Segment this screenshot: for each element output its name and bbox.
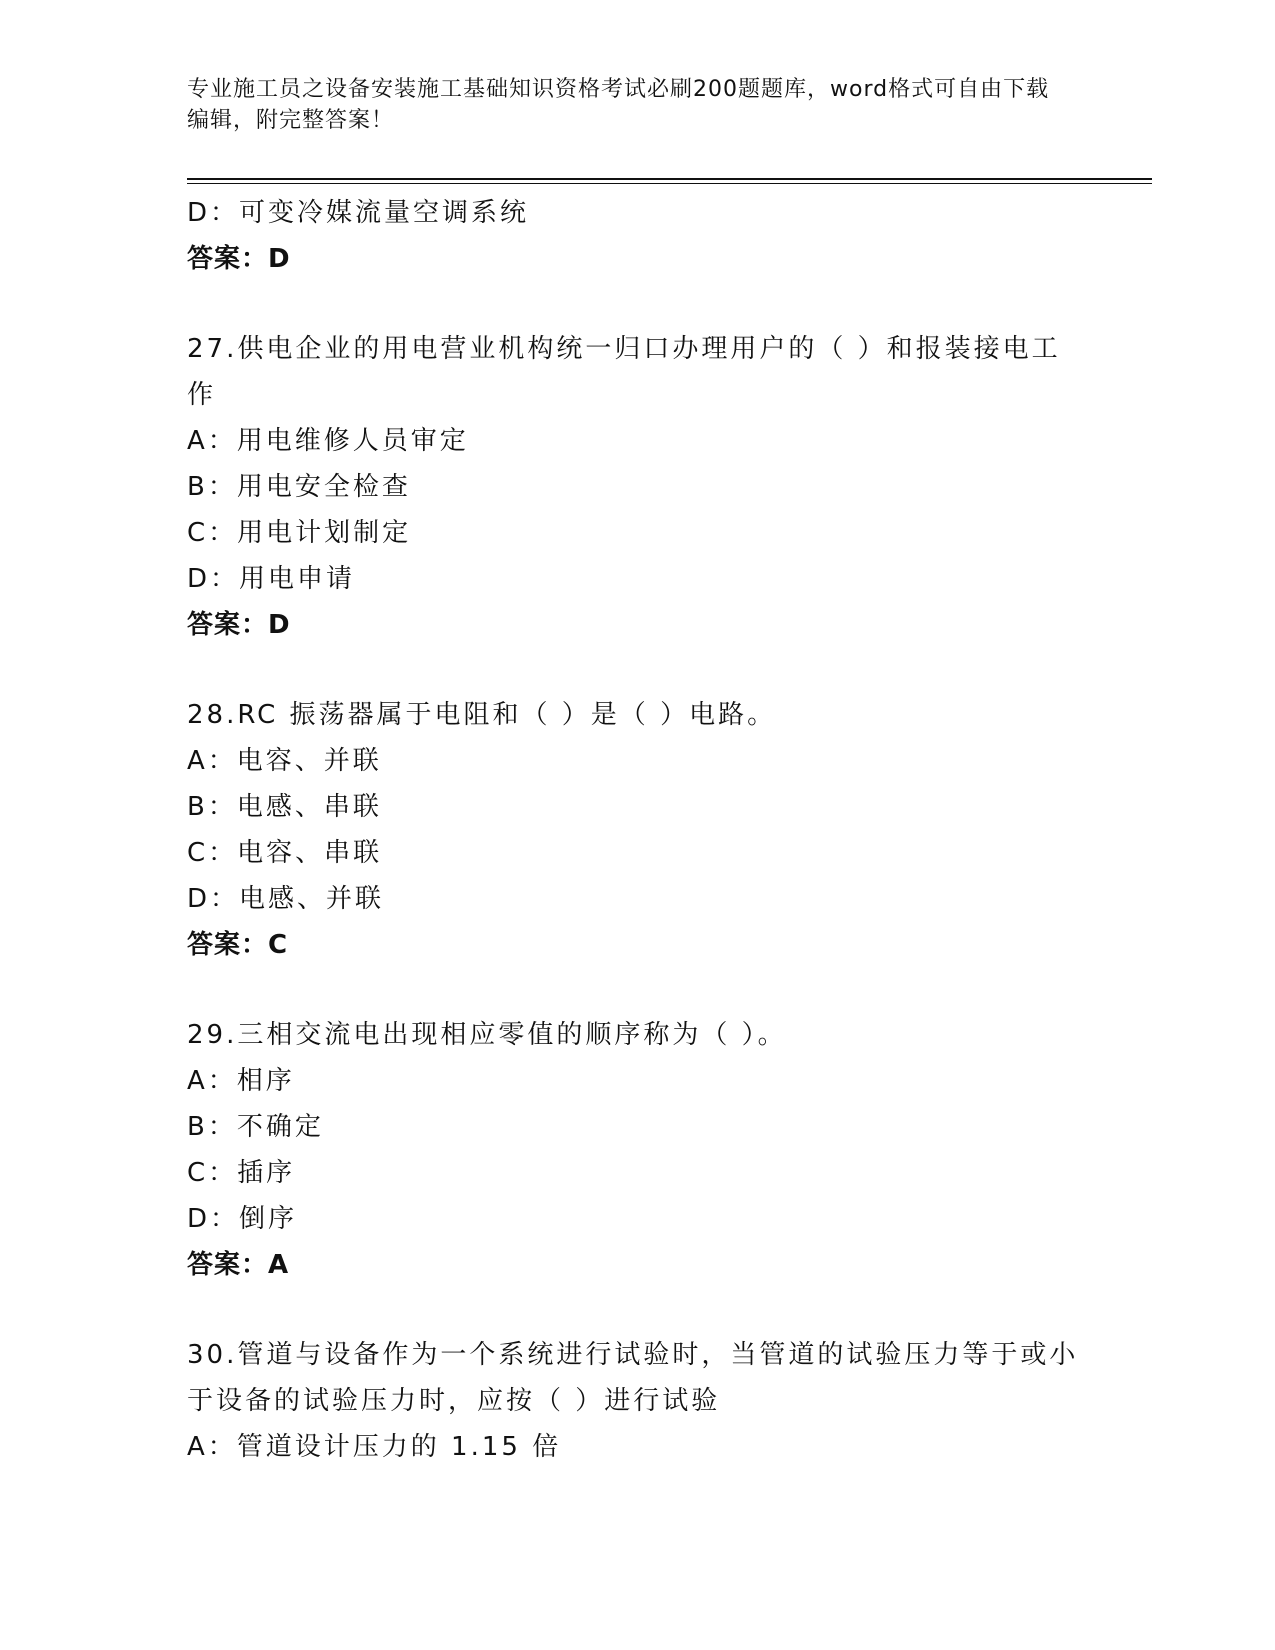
option-d: D：用电申请	[187, 564, 356, 594]
option-a: A：相序	[187, 1066, 295, 1096]
option-a: A：电容、并联	[187, 746, 382, 776]
question-stem: 29.三相交流电出现相应零值的顺序称为（ ）。	[187, 1020, 787, 1050]
question-stem: 28.RC 振荡器属于电阻和（ ）是（ ）电路。	[187, 700, 777, 730]
header-divider-thick	[187, 178, 1152, 180]
question-30	[187, 1332, 1087, 1470]
document-header: 专业施工员之设备安装施工基础知识资格考试必刷200题题库，word格式可自由下载编辑，附完整答案！	[187, 77, 1050, 133]
option-d: D：倒序	[187, 1204, 298, 1234]
question-stem: 30.管道与设备作为一个系统进行试验时，当管道的试验压力等于或小于设备的试验压力时，应按（ ）进行试验	[187, 1340, 1079, 1416]
option-b: B：电感、串联	[187, 792, 382, 822]
question-28	[187, 692, 1087, 968]
answer: 答案：D	[187, 244, 291, 274]
option-d: D：可变冷媒流量空调系统	[187, 198, 530, 228]
option-d: D：电感、并联	[187, 884, 385, 914]
option-c: C：用电计划制定	[187, 518, 412, 548]
question-stem: 27.供电企业的用电营业机构统一归口办理用户的（ ）和报装接电工作	[187, 334, 1061, 410]
option-b: B：不确定	[187, 1112, 324, 1142]
question-29	[187, 1012, 1087, 1288]
option-b: B：用电安全检查	[187, 472, 411, 502]
question-27	[187, 326, 1087, 648]
question-list	[187, 190, 1087, 1470]
answer: 答案：D	[187, 610, 291, 640]
option-a: A：管道设计压力的 1.15 倍	[187, 1432, 562, 1462]
option-c: C：电容、串联	[187, 838, 383, 868]
answer: 答案：A	[187, 1250, 290, 1280]
answer: 答案：C	[187, 930, 289, 960]
option-c: C：插序	[187, 1158, 296, 1188]
option-a: A：用电维修人员审定	[187, 426, 469, 456]
header-divider-thin	[187, 183, 1152, 184]
